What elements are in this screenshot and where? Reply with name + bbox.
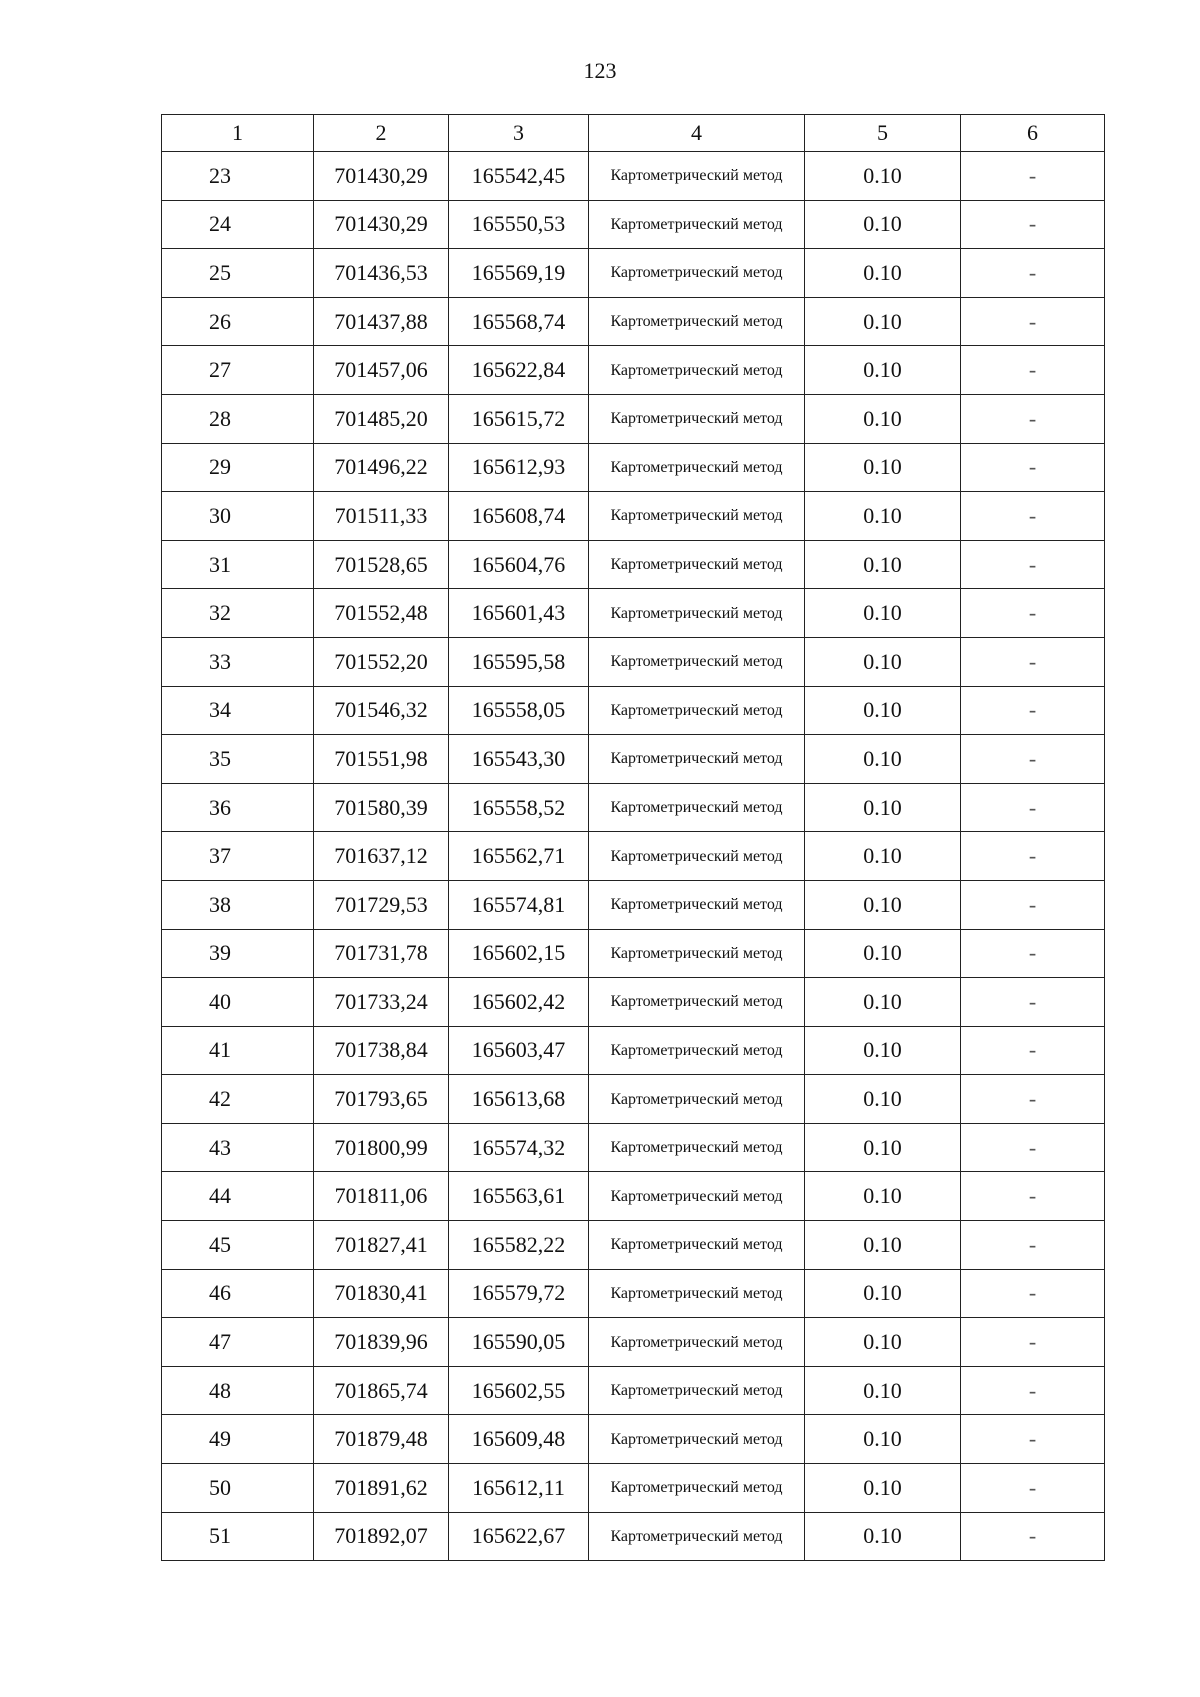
x-coordinate-cell: 701865,74 xyxy=(314,1366,449,1415)
point-number-cell: 35 xyxy=(162,735,314,784)
table-row xyxy=(162,200,1105,249)
table-row xyxy=(162,346,1105,395)
accuracy-cell: 0.10 xyxy=(805,1123,961,1172)
y-coordinate-cell: 165602,42 xyxy=(449,978,589,1027)
point-number-cell: 42 xyxy=(162,1075,314,1124)
method-cell: Картометрический метод xyxy=(589,1221,805,1270)
x-coordinate-cell: 701430,29 xyxy=(314,200,449,249)
y-coordinate-cell: 165579,72 xyxy=(449,1269,589,1318)
note-cell: - xyxy=(961,1415,1105,1464)
y-coordinate-cell: 165595,58 xyxy=(449,637,589,686)
table-row xyxy=(162,735,1105,784)
y-coordinate-cell: 165622,84 xyxy=(449,346,589,395)
accuracy-cell: 0.10 xyxy=(805,929,961,978)
table-row xyxy=(162,929,1105,978)
x-coordinate-cell: 701879,48 xyxy=(314,1415,449,1464)
y-coordinate-cell: 165574,32 xyxy=(449,1123,589,1172)
accuracy-cell: 0.10 xyxy=(805,1318,961,1367)
y-coordinate-cell: 165543,30 xyxy=(449,735,589,784)
point-number-cell: 51 xyxy=(162,1512,314,1561)
y-coordinate-cell: 165563,61 xyxy=(449,1172,589,1221)
point-number-cell: 40 xyxy=(162,978,314,1027)
method-cell: Картометрический метод xyxy=(589,297,805,346)
point-number-cell: 41 xyxy=(162,1026,314,1075)
table-row xyxy=(162,394,1105,443)
method-cell: Картометрический метод xyxy=(589,1464,805,1513)
y-coordinate-cell: 165558,52 xyxy=(449,783,589,832)
accuracy-cell: 0.10 xyxy=(805,832,961,881)
point-number-cell: 30 xyxy=(162,492,314,541)
accuracy-cell: 0.10 xyxy=(805,1172,961,1221)
point-number-cell: 47 xyxy=(162,1318,314,1367)
method-cell: Картометрический метод xyxy=(589,152,805,201)
x-coordinate-cell: 701511,33 xyxy=(314,492,449,541)
table-row xyxy=(162,443,1105,492)
method-cell: Картометрический метод xyxy=(589,1415,805,1464)
column-header: 5 xyxy=(805,115,961,152)
method-cell: Картометрический метод xyxy=(589,200,805,249)
method-cell: Картометрический метод xyxy=(589,249,805,298)
table-row xyxy=(162,540,1105,589)
point-number-cell: 38 xyxy=(162,880,314,929)
point-number-cell: 44 xyxy=(162,1172,314,1221)
table-row xyxy=(162,297,1105,346)
y-coordinate-cell: 165602,55 xyxy=(449,1366,589,1415)
note-cell: - xyxy=(961,1123,1105,1172)
point-number-cell: 25 xyxy=(162,249,314,298)
note-cell: - xyxy=(961,200,1105,249)
x-coordinate-cell: 701839,96 xyxy=(314,1318,449,1367)
accuracy-cell: 0.10 xyxy=(805,1269,961,1318)
accuracy-cell: 0.10 xyxy=(805,686,961,735)
note-cell: - xyxy=(961,1464,1105,1513)
table-row xyxy=(162,783,1105,832)
column-header: 3 xyxy=(449,115,589,152)
note-cell: - xyxy=(961,1075,1105,1124)
method-cell: Картометрический метод xyxy=(589,589,805,638)
x-coordinate-cell: 701793,65 xyxy=(314,1075,449,1124)
table-row xyxy=(162,978,1105,1027)
note-cell: - xyxy=(961,978,1105,1027)
point-number-cell: 37 xyxy=(162,832,314,881)
note-cell: - xyxy=(961,1269,1105,1318)
note-cell: - xyxy=(961,686,1105,735)
y-coordinate-cell: 165622,67 xyxy=(449,1512,589,1561)
x-coordinate-cell: 701827,41 xyxy=(314,1221,449,1270)
y-coordinate-cell: 165613,68 xyxy=(449,1075,589,1124)
accuracy-cell: 0.10 xyxy=(805,492,961,541)
accuracy-cell: 0.10 xyxy=(805,880,961,929)
point-number-cell: 50 xyxy=(162,1464,314,1513)
point-number-cell: 33 xyxy=(162,637,314,686)
table-row xyxy=(162,832,1105,881)
point-number-cell: 26 xyxy=(162,297,314,346)
method-cell: Картометрический метод xyxy=(589,978,805,1027)
y-coordinate-cell: 165569,19 xyxy=(449,249,589,298)
table-row xyxy=(162,589,1105,638)
method-cell: Картометрический метод xyxy=(589,1512,805,1561)
accuracy-cell: 0.10 xyxy=(805,200,961,249)
method-cell: Картометрический метод xyxy=(589,1318,805,1367)
table-row xyxy=(162,152,1105,201)
point-number-cell: 46 xyxy=(162,1269,314,1318)
x-coordinate-cell: 701528,65 xyxy=(314,540,449,589)
table-row xyxy=(162,686,1105,735)
x-coordinate-cell: 701552,48 xyxy=(314,589,449,638)
accuracy-cell: 0.10 xyxy=(805,1415,961,1464)
y-coordinate-cell: 165612,93 xyxy=(449,443,589,492)
note-cell: - xyxy=(961,1221,1105,1270)
table-header-row xyxy=(162,115,1105,152)
point-number-cell: 23 xyxy=(162,152,314,201)
note-cell: - xyxy=(961,832,1105,881)
table-row xyxy=(162,1464,1105,1513)
method-cell: Картометрический метод xyxy=(589,686,805,735)
point-number-cell: 28 xyxy=(162,394,314,443)
x-coordinate-cell: 701496,22 xyxy=(314,443,449,492)
x-coordinate-cell: 701731,78 xyxy=(314,929,449,978)
x-coordinate-cell: 701457,06 xyxy=(314,346,449,395)
point-number-cell: 32 xyxy=(162,589,314,638)
y-coordinate-cell: 165590,05 xyxy=(449,1318,589,1367)
column-header: 6 xyxy=(961,115,1105,152)
x-coordinate-cell: 701436,53 xyxy=(314,249,449,298)
x-coordinate-cell: 701892,07 xyxy=(314,1512,449,1561)
method-cell: Картометрический метод xyxy=(589,832,805,881)
accuracy-cell: 0.10 xyxy=(805,1075,961,1124)
y-coordinate-cell: 165568,74 xyxy=(449,297,589,346)
accuracy-cell: 0.10 xyxy=(805,249,961,298)
method-cell: Картометрический метод xyxy=(589,735,805,784)
y-coordinate-cell: 165603,47 xyxy=(449,1026,589,1075)
table-row xyxy=(162,1221,1105,1270)
accuracy-cell: 0.10 xyxy=(805,589,961,638)
note-cell: - xyxy=(961,540,1105,589)
y-coordinate-cell: 165582,22 xyxy=(449,1221,589,1270)
method-cell: Картометрический метод xyxy=(589,1026,805,1075)
method-cell: Картометрический метод xyxy=(589,1269,805,1318)
x-coordinate-cell: 701738,84 xyxy=(314,1026,449,1075)
x-coordinate-cell: 701811,06 xyxy=(314,1172,449,1221)
table-row xyxy=(162,492,1105,541)
table-row xyxy=(162,1512,1105,1561)
accuracy-cell: 0.10 xyxy=(805,1221,961,1270)
note-cell: - xyxy=(961,394,1105,443)
note-cell: - xyxy=(961,880,1105,929)
method-cell: Картометрический метод xyxy=(589,929,805,978)
method-cell: Картометрический метод xyxy=(589,394,805,443)
note-cell: - xyxy=(961,589,1105,638)
method-cell: Картометрический метод xyxy=(589,880,805,929)
table-row xyxy=(162,249,1105,298)
y-coordinate-cell: 165574,81 xyxy=(449,880,589,929)
table-row xyxy=(162,880,1105,929)
method-cell: Картометрический метод xyxy=(589,1366,805,1415)
x-coordinate-cell: 701485,20 xyxy=(314,394,449,443)
accuracy-cell: 0.10 xyxy=(805,540,961,589)
y-coordinate-cell: 165550,53 xyxy=(449,200,589,249)
accuracy-cell: 0.10 xyxy=(805,297,961,346)
accuracy-cell: 0.10 xyxy=(805,735,961,784)
x-coordinate-cell: 701552,20 xyxy=(314,637,449,686)
accuracy-cell: 0.10 xyxy=(805,783,961,832)
note-cell: - xyxy=(961,735,1105,784)
table-row xyxy=(162,1075,1105,1124)
note-cell: - xyxy=(961,1512,1105,1561)
x-coordinate-cell: 701733,24 xyxy=(314,978,449,1027)
y-coordinate-cell: 165601,43 xyxy=(449,589,589,638)
note-cell: - xyxy=(961,1172,1105,1221)
point-number-cell: 27 xyxy=(162,346,314,395)
y-coordinate-cell: 165604,76 xyxy=(449,540,589,589)
point-number-cell: 31 xyxy=(162,540,314,589)
accuracy-cell: 0.10 xyxy=(805,1366,961,1415)
x-coordinate-cell: 701800,99 xyxy=(314,1123,449,1172)
table-row xyxy=(162,1318,1105,1367)
note-cell: - xyxy=(961,929,1105,978)
coordinates-table xyxy=(161,114,1105,1561)
accuracy-cell: 0.10 xyxy=(805,1512,961,1561)
y-coordinate-cell: 165542,45 xyxy=(449,152,589,201)
y-coordinate-cell: 165612,11 xyxy=(449,1464,589,1513)
x-coordinate-cell: 701637,12 xyxy=(314,832,449,881)
point-number-cell: 39 xyxy=(162,929,314,978)
note-cell: - xyxy=(961,297,1105,346)
method-cell: Картометрический метод xyxy=(589,443,805,492)
x-coordinate-cell: 701729,53 xyxy=(314,880,449,929)
table-row xyxy=(162,637,1105,686)
accuracy-cell: 0.10 xyxy=(805,443,961,492)
note-cell: - xyxy=(961,152,1105,201)
point-number-cell: 43 xyxy=(162,1123,314,1172)
note-cell: - xyxy=(961,637,1105,686)
x-coordinate-cell: 701891,62 xyxy=(314,1464,449,1513)
point-number-cell: 49 xyxy=(162,1415,314,1464)
x-coordinate-cell: 701580,39 xyxy=(314,783,449,832)
page-number: 123 xyxy=(583,58,617,83)
column-header: 1 xyxy=(162,115,314,152)
table-row xyxy=(162,1172,1105,1221)
x-coordinate-cell: 701546,32 xyxy=(314,686,449,735)
method-cell: Картометрический метод xyxy=(589,637,805,686)
accuracy-cell: 0.10 xyxy=(805,346,961,395)
method-cell: Картометрический метод xyxy=(589,1123,805,1172)
x-coordinate-cell: 701551,98 xyxy=(314,735,449,784)
table-row xyxy=(162,1026,1105,1075)
column-header: 4 xyxy=(589,115,805,152)
point-number-cell: 24 xyxy=(162,200,314,249)
note-cell: - xyxy=(961,1366,1105,1415)
point-number-cell: 34 xyxy=(162,686,314,735)
table-row xyxy=(162,1269,1105,1318)
x-coordinate-cell: 701437,88 xyxy=(314,297,449,346)
method-cell: Картометрический метод xyxy=(589,540,805,589)
note-cell: - xyxy=(961,443,1105,492)
accuracy-cell: 0.10 xyxy=(805,978,961,1027)
accuracy-cell: 0.10 xyxy=(805,637,961,686)
point-number-cell: 45 xyxy=(162,1221,314,1270)
y-coordinate-cell: 165609,48 xyxy=(449,1415,589,1464)
method-cell: Картометрический метод xyxy=(589,783,805,832)
accuracy-cell: 0.10 xyxy=(805,1464,961,1513)
x-coordinate-cell: 701430,29 xyxy=(314,152,449,201)
note-cell: - xyxy=(961,492,1105,541)
note-cell: - xyxy=(961,346,1105,395)
column-header: 2 xyxy=(314,115,449,152)
method-cell: Картометрический метод xyxy=(589,346,805,395)
accuracy-cell: 0.10 xyxy=(805,394,961,443)
method-cell: Картометрический метод xyxy=(589,492,805,541)
table-row xyxy=(162,1415,1105,1464)
x-coordinate-cell: 701830,41 xyxy=(314,1269,449,1318)
y-coordinate-cell: 165615,72 xyxy=(449,394,589,443)
table-row xyxy=(162,1123,1105,1172)
note-cell: - xyxy=(961,249,1105,298)
method-cell: Картометрический метод xyxy=(589,1075,805,1124)
point-number-cell: 36 xyxy=(162,783,314,832)
accuracy-cell: 0.10 xyxy=(805,152,961,201)
note-cell: - xyxy=(961,1026,1105,1075)
y-coordinate-cell: 165562,71 xyxy=(449,832,589,881)
accuracy-cell: 0.10 xyxy=(805,1026,961,1075)
y-coordinate-cell: 165602,15 xyxy=(449,929,589,978)
y-coordinate-cell: 165558,05 xyxy=(449,686,589,735)
note-cell: - xyxy=(961,783,1105,832)
note-cell: - xyxy=(961,1318,1105,1367)
point-number-cell: 29 xyxy=(162,443,314,492)
point-number-cell: 48 xyxy=(162,1366,314,1415)
table-row xyxy=(162,1366,1105,1415)
y-coordinate-cell: 165608,74 xyxy=(449,492,589,541)
method-cell: Картометрический метод xyxy=(589,1172,805,1221)
